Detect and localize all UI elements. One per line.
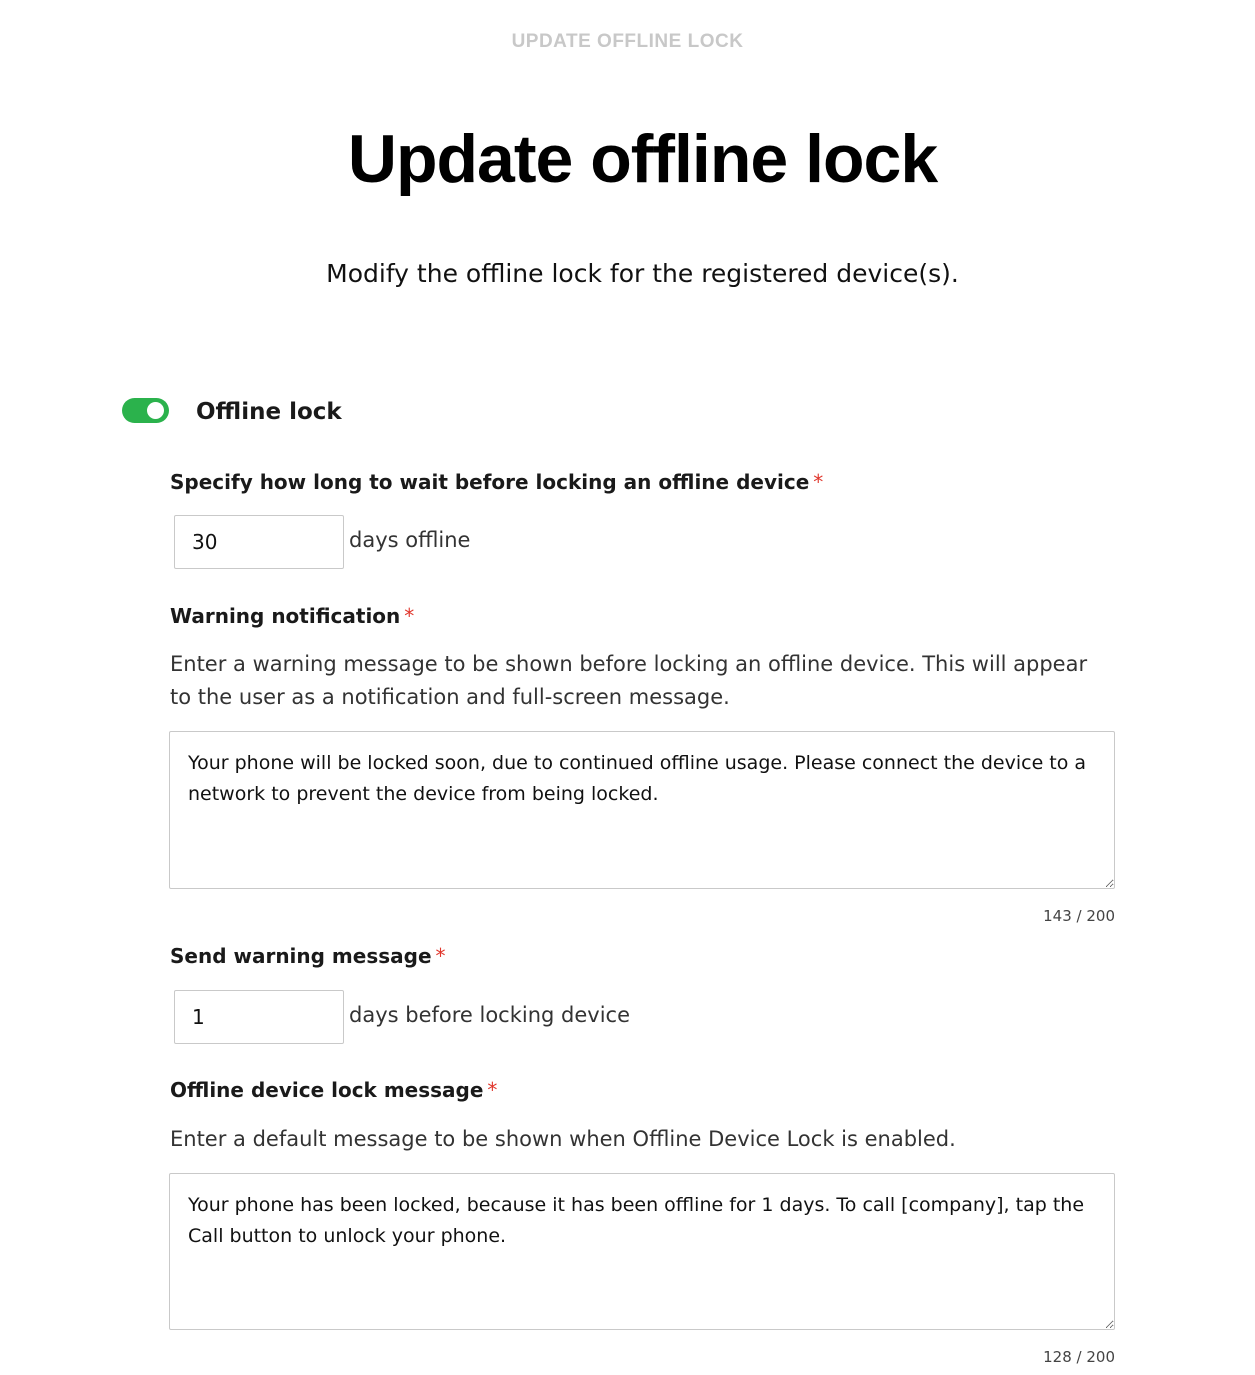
lock-message-description: Enter a default message to be shown when Offline Device Lock is enabled. bbox=[170, 1127, 956, 1151]
send-warning-suffix: days before locking device bbox=[349, 1003, 631, 1027]
page-title: Update offline lock bbox=[347, 121, 938, 197]
required-mark: * bbox=[435, 944, 446, 968]
toggle-knob bbox=[147, 402, 164, 419]
warning-notification-description: Enter a warning message to be shown before locking an offline device. This will appear to the user as a notification and full-screen message. bbox=[170, 652, 1088, 709]
warning-message-textarea[interactable] bbox=[169, 731, 1115, 889]
offline-lock-label: Offline lock bbox=[196, 399, 342, 425]
send-warning-days-input[interactable] bbox=[174, 990, 344, 1044]
warning-message-counter: 143 / 200 bbox=[1043, 907, 1115, 925]
warning-notification-label bbox=[170, 604, 414, 628]
page-subtitle: Modify the offline lock for the registered device(s). bbox=[326, 259, 959, 288]
wait-period-label-text: Specify how long to wait before locking an offline device bbox=[170, 470, 810, 494]
wait-days-suffix: days offline bbox=[349, 528, 471, 552]
page-eyebrow: UPDATE OFFLINE LOCK bbox=[511, 31, 744, 52]
lock-message-label-text: Offline device lock message bbox=[170, 1078, 484, 1102]
warning-notification-label-text: Warning notification bbox=[170, 604, 401, 628]
send-warning-label bbox=[170, 944, 446, 968]
required-mark: * bbox=[404, 604, 415, 628]
send-warning-label-text: Send warning message bbox=[170, 944, 432, 968]
lock-message-textarea[interactable] bbox=[169, 1173, 1115, 1330]
offline-lock-toggle[interactable] bbox=[122, 398, 169, 423]
lock-message-counter: 128 / 200 bbox=[1043, 1348, 1115, 1366]
lock-message-label bbox=[170, 1078, 497, 1102]
wait-period-label bbox=[170, 470, 823, 494]
required-mark: * bbox=[487, 1078, 498, 1102]
required-mark: * bbox=[813, 470, 824, 494]
wait-days-input[interactable] bbox=[174, 515, 344, 569]
